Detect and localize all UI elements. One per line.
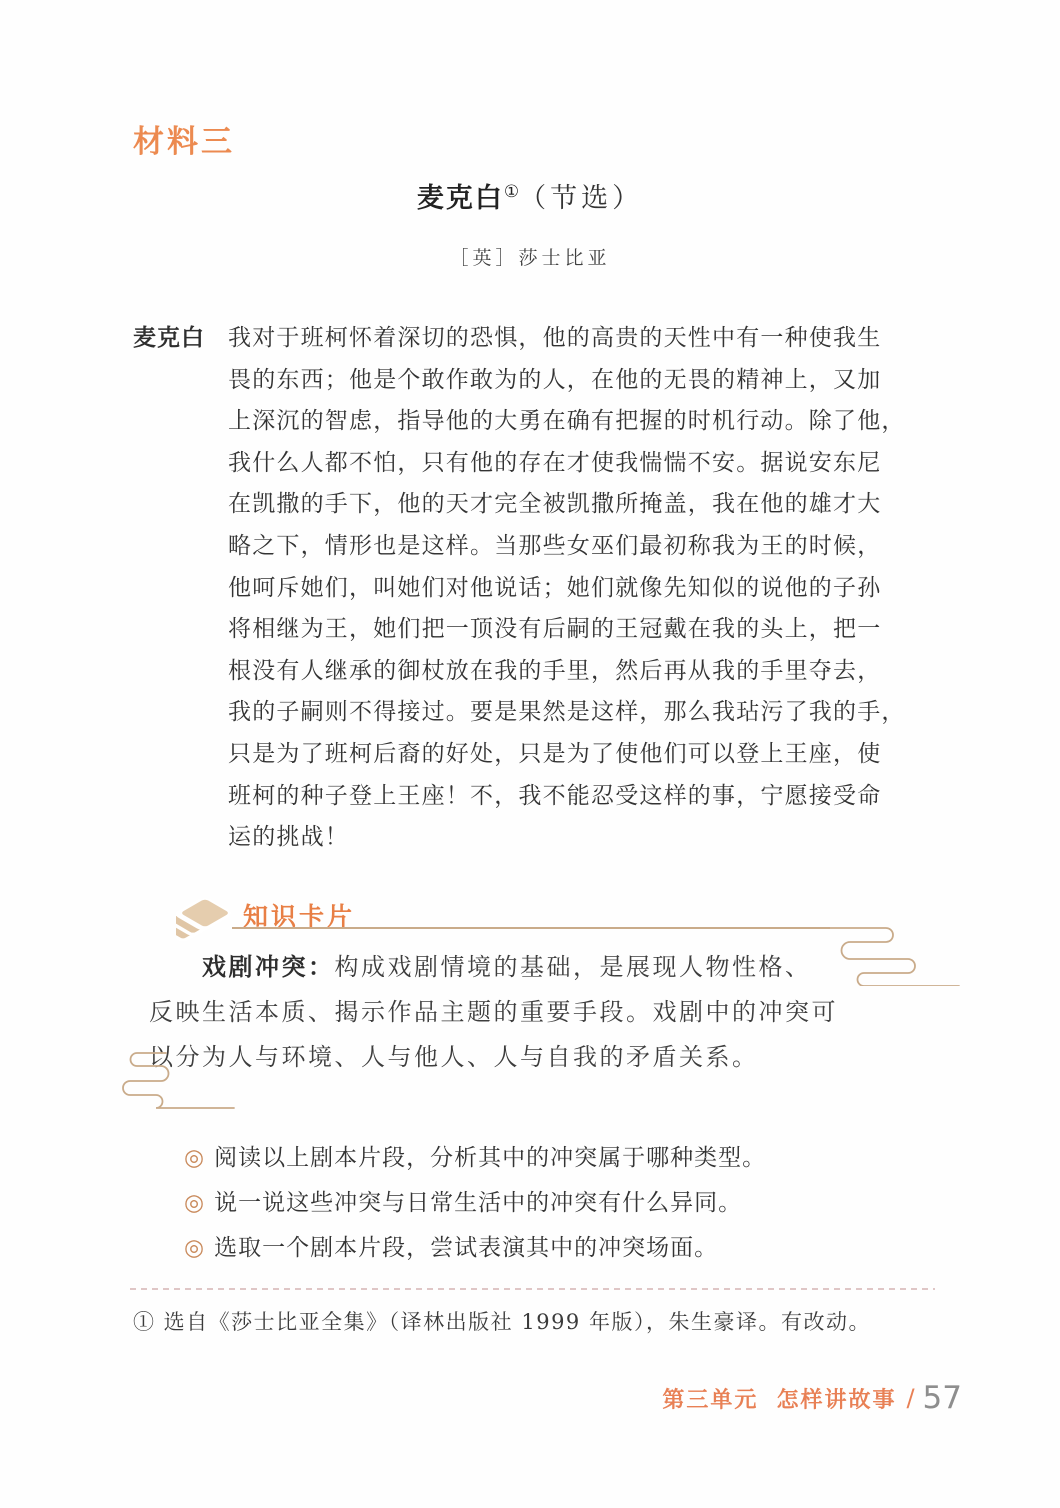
footnote-marker: ① — [503, 182, 520, 202]
activity-text: 选取一个剧本片段，尝试表演其中的冲突场面。 — [214, 1234, 719, 1261]
speaker-name: 麦克白 — [133, 325, 205, 351]
knowledge-card-title: 知识卡片 — [243, 902, 356, 931]
dialogue-line: 根没有人继承的御杖放在我的手里，然后再从我的手里夺去， — [228, 657, 882, 684]
unit-title: 怎样讲故事 — [776, 1387, 897, 1413]
activity-text: 说一说这些冲突与日常生活中的冲突有什么异同。 — [214, 1189, 743, 1216]
activity-item — [184, 1181, 766, 1226]
card-line — [149, 944, 869, 990]
dialogue-line: 略之下，情形也是这样。当那些女巫们最初称我为王的时候， — [228, 532, 882, 559]
title-main: 麦克白 — [416, 183, 504, 214]
unit-label: 第三单元 — [662, 1387, 759, 1413]
dialogue-line: 运的挑战！ — [228, 824, 349, 851]
footer-separator: / — [906, 1384, 915, 1412]
card-term: 戏剧冲突： — [202, 952, 335, 981]
footnote-text: ① 选自《莎士比亚全集》（译林出版社 1999 年版），朱生豪译。有改动。 — [133, 1310, 871, 1334]
knowledge-card-rule — [232, 927, 830, 929]
dialogue-block — [133, 318, 923, 859]
card-line: 以分为人与环境、人与他人、人与自我的矛盾关系。 — [149, 1043, 759, 1071]
page-footer — [662, 1380, 962, 1416]
card-line: 反映生活本质、揭示作品主题的重要手段。戏剧中的冲突可 — [149, 998, 838, 1026]
card-definition: 构成戏剧情境的基础，是展现人物性格、 — [334, 953, 812, 981]
bullseye-bullet-icon: ◎ — [184, 1145, 206, 1171]
activity-list — [184, 1136, 766, 1270]
activity-item — [184, 1226, 766, 1271]
cloud-ornament-left — [116, 1046, 236, 1116]
author-line: ［英］莎士比亚 — [449, 247, 611, 269]
dialogue-line: 上深沉的智虑，指导他的大勇在确有把握的时机行动。除了他， — [228, 408, 906, 435]
dialogue-line: 只是为了班柯后裔的好处，只是为了使他们可以登上王座，使 — [228, 740, 882, 767]
document-title — [0, 176, 1060, 215]
knowledge-card-text — [149, 944, 869, 1080]
footnote-divider — [130, 1288, 935, 1290]
dialogue-line: 我的子嗣则不得接过。要是果然是这样，那么我玷污了我的手， — [228, 699, 906, 726]
dialogue-line: 在凯撒的手下，他的天才完全被凯撒所掩盖，我在他的雄才大 — [228, 491, 882, 518]
activity-item — [184, 1136, 766, 1181]
page-number: 57 — [922, 1380, 962, 1416]
dialogue-line: 将相继为王，她们把一顶没有后嗣的王冠戴在我的头上，把一 — [228, 616, 882, 643]
material-label: 材料三 — [133, 124, 235, 160]
dialogue-line: 他呵斥她们，叫她们对他说话；她们就像先知似的说他的子孙 — [228, 574, 882, 601]
bullseye-bullet-icon: ◎ — [184, 1234, 206, 1261]
dialogue-text — [228, 318, 923, 859]
dialogue-line: 班柯的种子登上王座！不，我不能忍受这样的事，宁愿接受命 — [228, 782, 882, 809]
dialogue-line: 我什么人都不怕，只有他的存在才使我惴惴不安。据说安东尼 — [228, 449, 882, 476]
title-suffix: （节选） — [519, 183, 644, 214]
dialogue-line: 畏的东西；他是个敢作敢为的人，在他的无畏的精神上，又加 — [228, 366, 882, 393]
dialogue-line: 我对于班柯怀着深切的恐惧，他的高贵的天性中有一种使我生 — [228, 325, 882, 351]
activity-text: 阅读以上剧本片段，分析其中的冲突属于哪种类型。 — [214, 1145, 767, 1171]
bullseye-bullet-icon: ◎ — [184, 1189, 206, 1216]
